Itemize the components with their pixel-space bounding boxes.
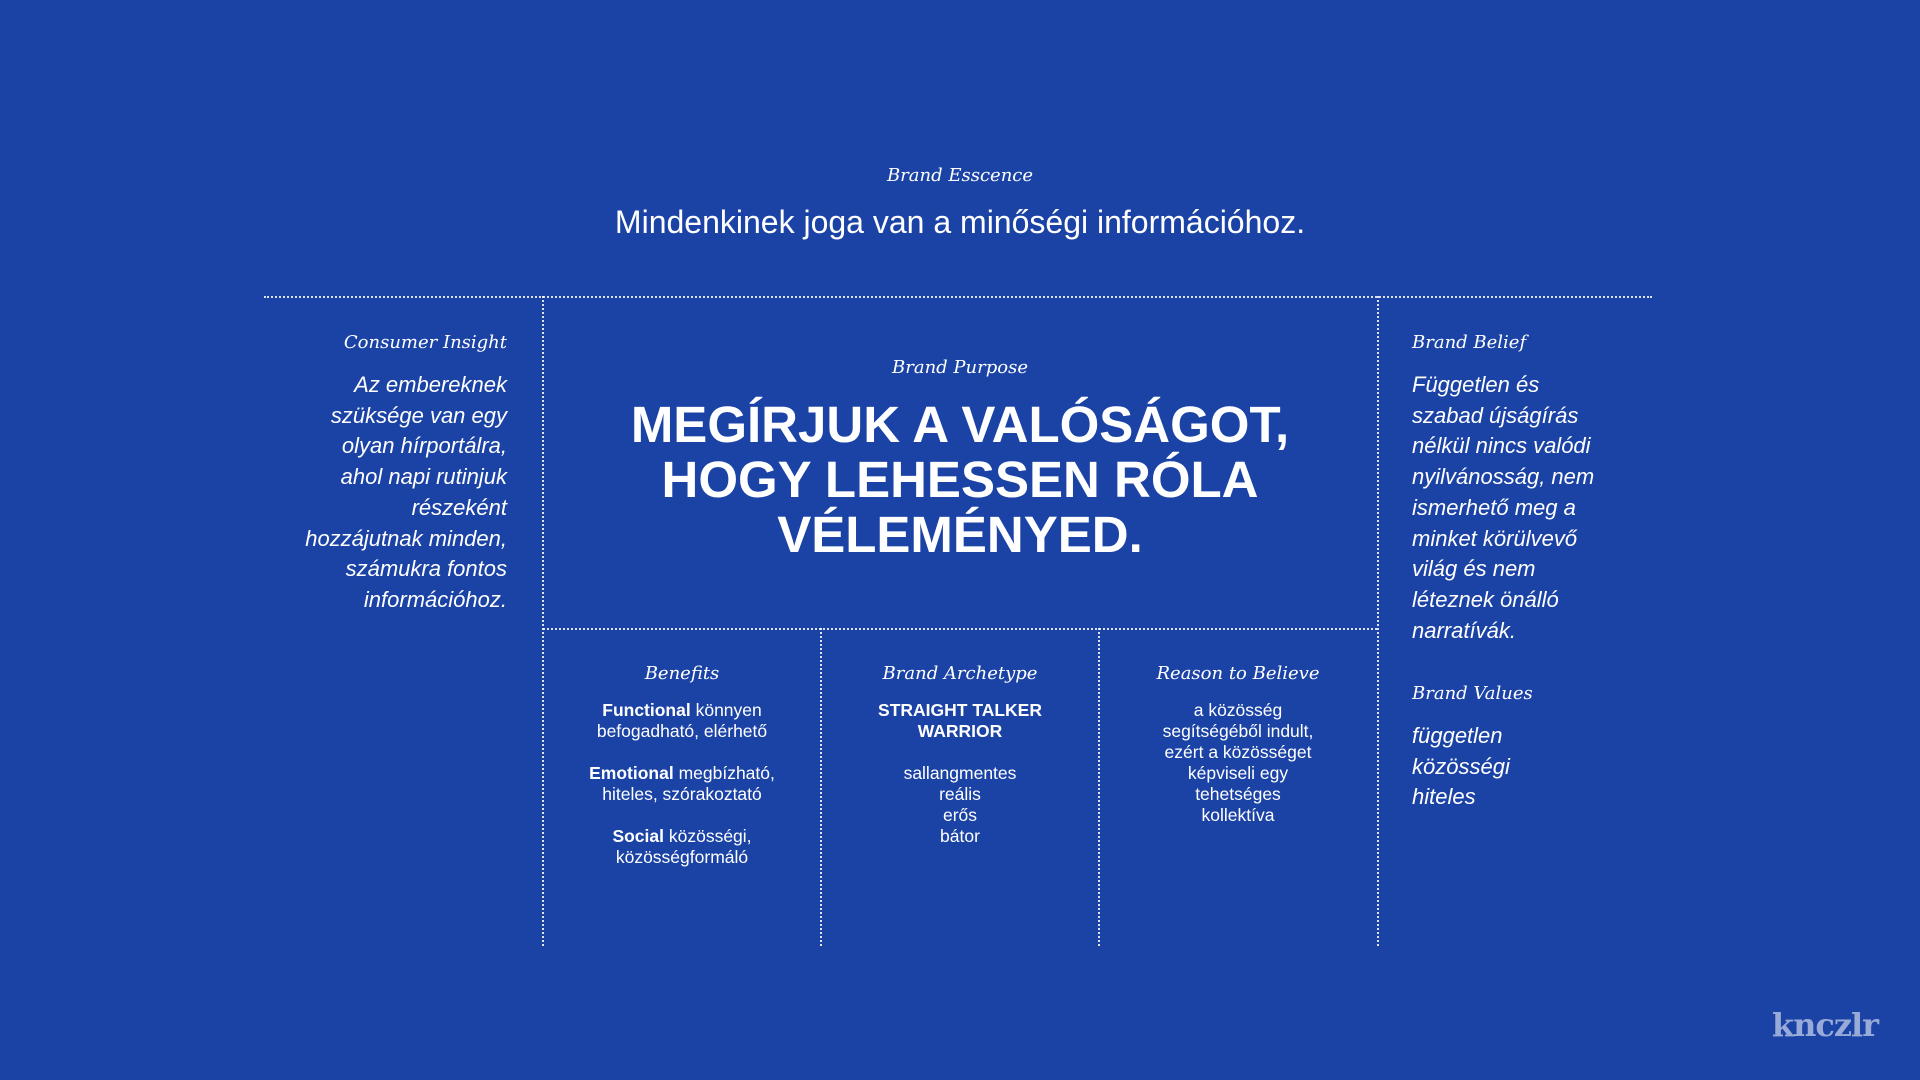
right-column-divider	[1377, 296, 1379, 946]
brand-values-label: Brand Values	[1412, 683, 1533, 704]
brand-archetype-title: STRAIGHT TALKER WARRIOR	[878, 700, 1042, 741]
top-divider	[264, 296, 1652, 298]
brand-essence-label: Brand Esscence	[886, 165, 1034, 186]
brand-belief-label: Brand Belief	[1412, 332, 1527, 353]
benefit-name: Emotional	[589, 763, 674, 783]
reason-to-believe-text: a közösség segítségéből indult, ezért a közösséget képviseli egy tehetséges kollektíva	[1162, 700, 1314, 825]
reason-to-believe-column	[1099, 663, 1377, 826]
benefit-social	[543, 826, 821, 868]
benefit-functional	[543, 700, 821, 742]
archetype-trait: erős	[942, 805, 978, 825]
brand-value-item: független	[1412, 723, 1503, 748]
benefit-emotional	[543, 763, 821, 805]
brand-values-list	[1412, 721, 1712, 813]
brand-purpose-text: MEGÍRJUK A VALÓSÁGOT, HOGY LEHESSEN RÓLA VÉLEMÉNYED.	[630, 396, 1290, 563]
benefit-name: Functional	[602, 700, 691, 720]
brand-archetype-column	[821, 663, 1099, 847]
brand-archetype-traits	[821, 763, 1099, 847]
archetype-trait: bátor	[940, 826, 980, 846]
benefit-name: Social	[612, 826, 664, 846]
brand-archetype-label: Brand Archetype	[882, 663, 1038, 684]
reason-to-believe-label: Reason to Believe	[1156, 663, 1320, 684]
brand-purpose-label: Brand Purpose	[892, 357, 1028, 378]
benefit-description: megbízható, hiteles, szórakoztató	[602, 763, 775, 804]
consumer-insight-label: Consumer Insight	[343, 332, 507, 353]
consumer-insight-text: Az embereknek szüksége van egy olyan hírportálra, ahol napi rutinjuk részeként hozzájutnak minden, számukra fontos információhoz.	[305, 372, 507, 612]
benefits-label: Benefits	[644, 663, 720, 684]
benefit-description: közösségi, közösségformáló	[615, 826, 752, 867]
brand-value-item: hiteles	[1412, 784, 1476, 810]
archetype-trait: reális	[939, 784, 981, 804]
middle-divider	[543, 628, 1377, 630]
benefit-description: könnyen befogadható, elérhető	[596, 700, 768, 741]
benefits-column	[543, 663, 821, 889]
brand-essence-text: Mindenkinek joga van a minőségi információhoz.	[614, 204, 1306, 240]
archetype-trait: sallangmentes	[903, 763, 1017, 783]
brand-belief-text: Független és szabad újságírás nélkül nincs valódi nyilvánosság, nem ismerhető meg a minket körülvevő világ és nem léteznek önálló narratívák.	[1412, 372, 1595, 643]
knczlr-logo: knczlr	[1771, 1006, 1878, 1044]
brand-value-item: közösségi	[1412, 753, 1510, 779]
